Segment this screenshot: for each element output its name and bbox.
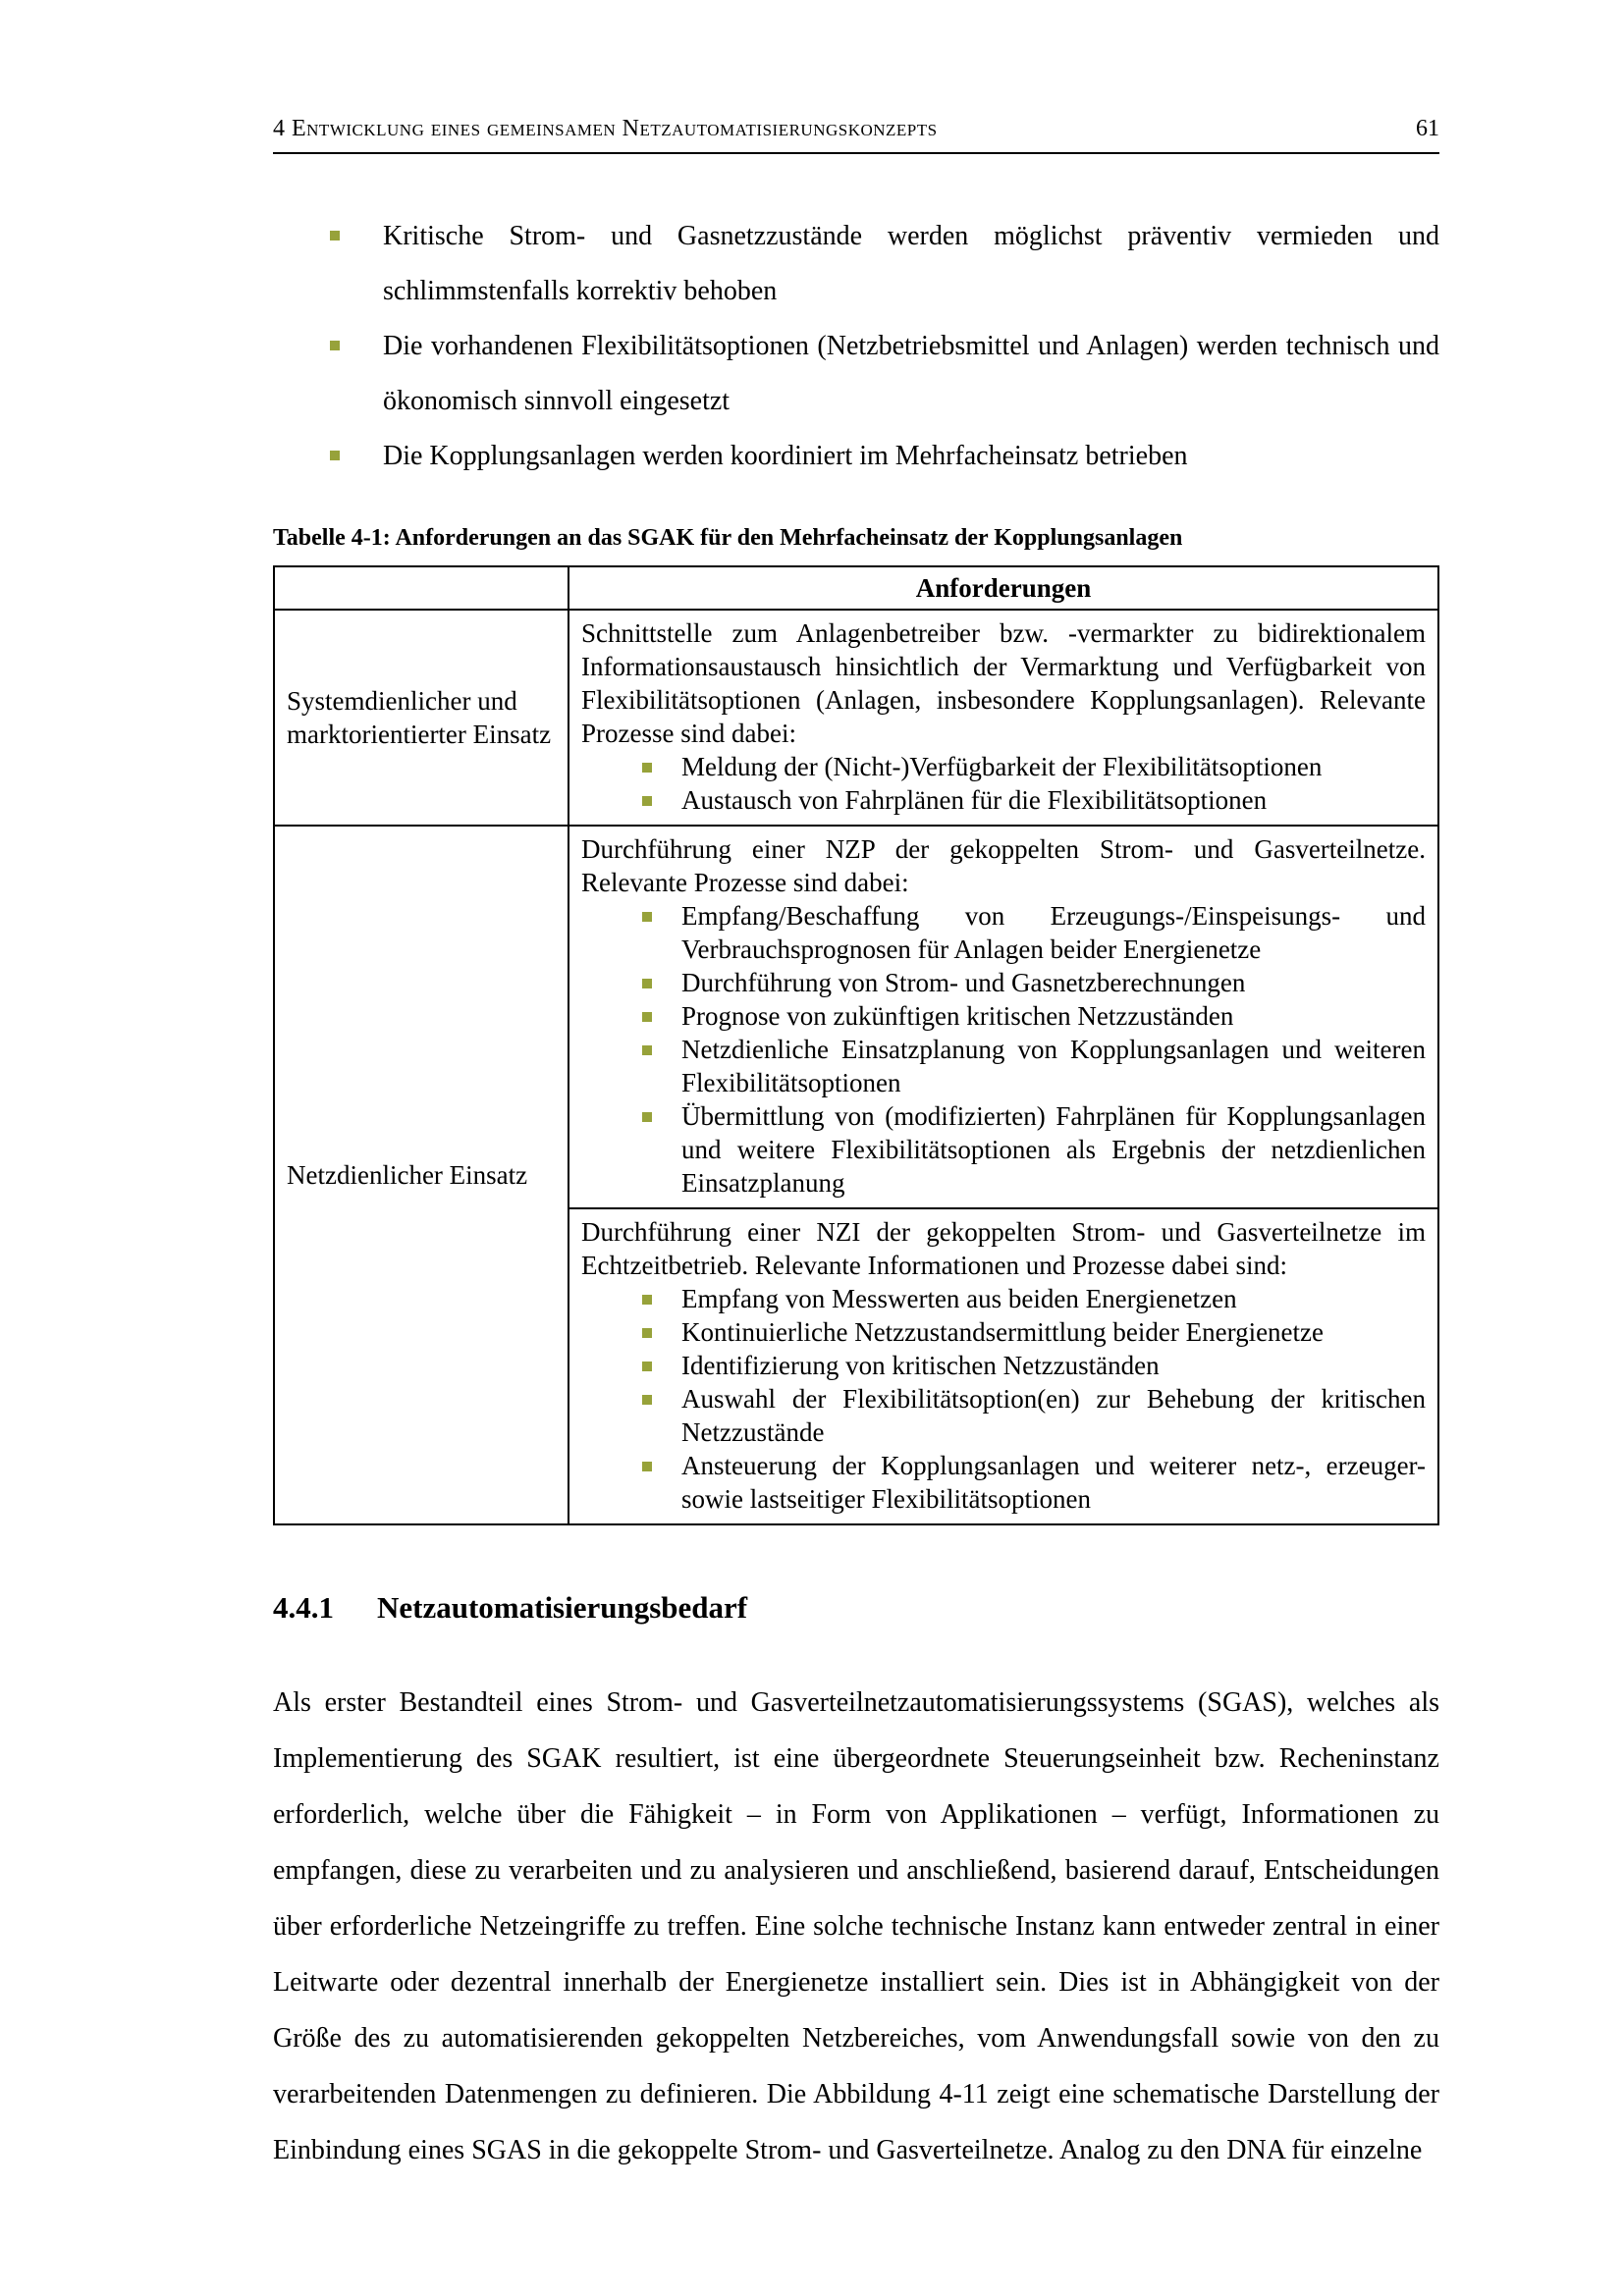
list-item xyxy=(581,966,1426,999)
section-title: Netzautomatisierungsbedarf xyxy=(377,1590,748,1625)
list-item-text: Die vorhandenen Flexibilitätsoptionen (Netzbetriebsmittel und Anlagen) werden technisch und ökonomisch sinnvoll eingesetzt xyxy=(383,331,1439,416)
list-item xyxy=(581,750,1426,783)
row-content xyxy=(568,610,1438,826)
list-item xyxy=(581,1349,1426,1382)
cell-intro-text: Durchführung einer NZP der gekoppelten Strom- und Gasverteilnetze. Relevante Prozesse sind dabei: xyxy=(581,834,1426,897)
running-title: 4 Entwicklung eines gemeinsamen Netzautomatisierungskonzepts xyxy=(273,116,938,141)
list-item-text: Identifizierung von kritischen Netzzuständen xyxy=(681,1351,1160,1380)
cell-intro-text: Schnittstelle zum Anlagenbetreiber bzw. -vermarkter zu bidirektionalem Informationsaustausch hinsichtlich der Vermarktung und Verfügbarkeit von Flexibilitätsoptionen (Anlagen, insbesondere Kopplungsanlagen). Relevante Prozesse sind dabei: xyxy=(581,618,1426,748)
row-content xyxy=(568,826,1438,1208)
cell-intro-text: Durchführung einer NZI der gekoppelten Strom- und Gasverteilnetze im Echtzeitbetrieb. Relevante Informationen und Prozesse dabei sind: xyxy=(581,1217,1426,1280)
row-content xyxy=(568,1208,1438,1524)
table-row xyxy=(274,826,1438,1208)
cell-bullet-list xyxy=(581,1282,1426,1516)
bullet-square-icon xyxy=(642,912,652,922)
list-item xyxy=(581,1282,1426,1315)
bullet-square-icon xyxy=(642,1462,652,1471)
cell-bullet-list xyxy=(581,750,1426,817)
list-item-text: Ansteuerung der Kopplungsanlagen und weiterer netz-, erzeuger- sowie lastseitiger Flexibilitätsoptionen xyxy=(681,1451,1426,1514)
intro-bullet-list xyxy=(273,209,1439,484)
section-number: 4.4.1 xyxy=(273,1590,334,1625)
list-item xyxy=(581,999,1426,1033)
bullet-square-icon xyxy=(642,1112,652,1122)
bullet-square-icon xyxy=(330,231,340,240)
table-row xyxy=(274,610,1438,826)
bullet-square-icon xyxy=(642,1295,652,1305)
list-item-text: Übermittlung von (modifizierten) Fahrplänen für Kopplungsanlagen und weitere Flexibilitätsoptionen als Ergebnis der netzdienlichen Einsatzplanung xyxy=(681,1101,1426,1198)
bullet-square-icon xyxy=(330,341,340,350)
list-item xyxy=(581,1449,1426,1516)
row-label: Systemdienlicher und marktorientierter Einsatz xyxy=(274,610,568,826)
list-item xyxy=(581,1315,1426,1349)
cell-bullet-list xyxy=(581,899,1426,1200)
list-item-text: Netzdienliche Einsatzplanung von Kopplungsanlagen und weiteren Flexibilitätsoptionen xyxy=(681,1035,1426,1097)
bullet-square-icon xyxy=(642,1328,652,1338)
page-number: 61 xyxy=(1416,116,1439,141)
list-item xyxy=(273,429,1439,484)
list-item-text: Empfang/Beschaffung von Erzeugungs-/Einspeisungs- und Verbrauchsprognosen für Anlagen beider Energienetze xyxy=(681,901,1426,964)
list-item-text: Auswahl der Flexibilitätsoption(en) zur Behebung der kritischen Netzzustände xyxy=(681,1384,1426,1447)
bullet-square-icon xyxy=(642,1395,652,1405)
list-item xyxy=(581,1099,1426,1200)
bullet-square-icon xyxy=(642,1045,652,1055)
section-heading xyxy=(273,1590,1439,1626)
table-header-row xyxy=(274,566,1438,610)
body-paragraph: Als erster Bestandteil eines Strom- und Gasverteilnetzautomatisierungssystems (SGAS), welches als Implementierung des SGAK resultiert, ist eine übergeordnete Steuerungseinheit bzw. Recheninstanz erforderlich, welche über die Fähigkeit – in Form von Applikationen – verfügt, Informationen zu empfangen, diese zu verarbeiten und zu analysieren und anschließend, basierend darauf, Entscheidungen über erforderliche Netzeingriffe zu treffen. Eine solche technische Instanz kann entweder zentral in einer Leitwarte oder dezentral innerhalb der Energienetze installiert sein. Dies ist in Abhängigkeit von der Größe des zu automatisierenden gekoppelten Netzbereiches, vom Anwendungsfall sowie von den zu verarbeitenden Datenmengen zu definieren. Die Abbildung 4-11 zeigt eine schematische Darstellung der Einbindung eines SGAS in die gekoppelte Strom- und Gasverteilnetze. Analog zu den DNA für einzelne xyxy=(273,1687,1439,2165)
list-item-text: Kritische Strom- und Gasnetzzustände werden möglichst präventiv vermieden und schlimmstenfalls korrektiv behoben xyxy=(383,221,1439,306)
row-label: Netzdienlicher Einsatz xyxy=(274,826,568,1524)
table-caption: Tabelle 4-1: Anforderungen an das SGAK für den Mehrfacheinsatz der Kopplungsanlagen xyxy=(273,525,1183,551)
list-item xyxy=(581,1382,1426,1449)
page-header xyxy=(273,116,1439,154)
list-item xyxy=(581,899,1426,966)
list-item xyxy=(273,319,1439,429)
bullet-square-icon xyxy=(642,979,652,988)
list-item-text: Prognose von zukünftigen kritischen Netzzuständen xyxy=(681,1001,1234,1031)
list-item-text: Kontinuierliche Netzzustandsermittlung beider Energienetze xyxy=(681,1317,1325,1347)
list-item-text: Austausch von Fahrplänen für die Flexibilitätsoptionen xyxy=(681,785,1268,815)
requirements-table xyxy=(273,565,1439,1525)
bullet-square-icon xyxy=(330,451,340,460)
list-item xyxy=(273,209,1439,319)
list-item-text: Meldung der (Nicht-)Verfügbarkeit der Flexibilitätsoptionen xyxy=(681,752,1323,781)
list-item xyxy=(581,1033,1426,1099)
bullet-square-icon xyxy=(642,763,652,773)
list-item-text: Empfang von Messwerten aus beiden Energienetzen xyxy=(681,1284,1237,1313)
list-item-text: Durchführung von Strom- und Gasnetzberechnungen xyxy=(681,968,1246,997)
list-item xyxy=(581,783,1426,817)
bullet-square-icon xyxy=(642,796,652,806)
bullet-square-icon xyxy=(642,1362,652,1371)
bullet-square-icon xyxy=(642,1012,652,1022)
empty-header-cell xyxy=(274,566,568,610)
list-item-text: Die Kopplungsanlagen werden koordiniert im Mehrfacheinsatz betrieben xyxy=(383,441,1188,471)
column-header: Anforderungen xyxy=(568,566,1438,610)
